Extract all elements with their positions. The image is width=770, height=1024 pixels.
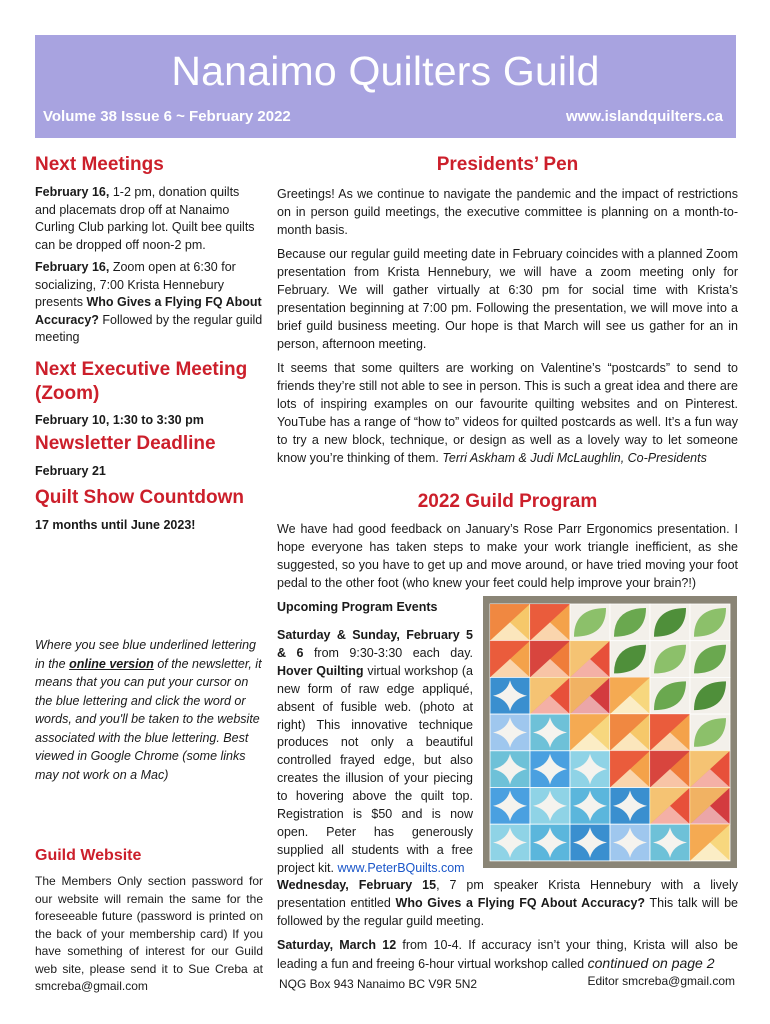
quilt-block — [530, 677, 570, 714]
meeting-2-text-b: Followed by the regular guild meeting — [35, 312, 263, 344]
quilt-block — [570, 824, 610, 861]
quilt-block — [690, 604, 730, 641]
newsletter-section — [35, 433, 263, 481]
event-1-text — [277, 627, 473, 878]
online-note-text-a: Where you see blue underlined lettering in the — [35, 638, 256, 671]
quilt-block — [490, 788, 530, 825]
presidents-p1: Greetings! As we continue to navigate the pandemic and the impact of restrictions on in person guild meetings, the executive committee is planning on a month-to-month basis. — [277, 187, 738, 237]
event-2-note: This talk will be followed by the regular guild meeting. — [277, 896, 738, 928]
quilt-block — [570, 604, 610, 641]
meeting-1 — [35, 184, 263, 254]
online-version-link[interactable]: online version — [69, 656, 154, 671]
quilt-block — [570, 677, 610, 714]
next-meetings-heading: Next Meetings — [35, 154, 164, 175]
quilt-block — [650, 751, 690, 788]
online-note-text — [35, 636, 263, 784]
quilt-block — [650, 714, 690, 751]
footer-editor: Editor smcreba@gmail.com — [587, 974, 735, 988]
quilt-block — [650, 641, 690, 678]
quilt-block — [650, 788, 690, 825]
quilt-block — [610, 641, 650, 678]
event-1-time: from 9:30-3:30 each day. — [313, 645, 474, 660]
quilt-block — [690, 751, 730, 788]
presidents-signature: Terri Askham & Judi McLaughlin, Co-Presidents — [442, 451, 707, 465]
newsletter-title: Nanaimo Quilters Guild — [171, 48, 600, 94]
executive-section — [35, 358, 263, 430]
quilt-block — [490, 641, 530, 678]
quilt-block — [490, 604, 530, 641]
quilt-image — [483, 596, 737, 868]
meeting-2-talk-title: Who Gives a Flying FQ About Accuracy? — [35, 295, 262, 327]
footer-address: NQG Box 943 Nanaimo BC V9R 5N2 — [279, 977, 478, 991]
quilt-block — [530, 714, 570, 751]
quilt-block — [570, 641, 610, 678]
quilt-block — [690, 714, 730, 751]
peterbquilts-link[interactable]: www.PeterBQuilts.com — [337, 860, 465, 875]
continued-note: continued on page 2 — [587, 955, 715, 971]
event-3-description: from 10-4. If accuracy isn’t your thing, Krista will also be leading a fun and freeing 6-hour virtual workshop called — [277, 938, 738, 971]
countdown-text: 17 months until June 2023! — [35, 518, 196, 532]
event-3-text — [277, 936, 738, 973]
quilt-block — [690, 641, 730, 678]
quilt-block — [690, 788, 730, 825]
quilt-block — [490, 677, 530, 714]
presidents-p3 — [277, 359, 738, 467]
executive-heading: Next Executive Meeting (Zoom) — [35, 359, 248, 404]
quilt-block — [490, 824, 530, 861]
quilt-block — [530, 641, 570, 678]
quilt-block — [610, 788, 650, 825]
meeting-2 — [35, 259, 263, 347]
event-1-description: virtual workshop (a new form of raw edge appliqué, absent of fusible web. (photo at right) This innovative technique produces not only a beautiful controlled frayed edge, but also creates the illusion of your piecing to hovering above the quilt top. Registration is $50 and is now open. Peter has generously supplied all students with a free project kit. — [277, 663, 474, 875]
quilt-block — [530, 604, 570, 641]
issue-line: Volume 38 Issue 6 ~ February 2022 — [43, 108, 291, 125]
program-intro: We have had good feedback on January’s Rose Parr Ergonomics presentation. I hope everyone has taken steps to make your work triangle inefficient, as she suggested, so you have to get up and move around, or have tried moving your foot pedal to the other foot (who knew your feet could help improve your brain?!) — [277, 522, 738, 590]
next-meetings-section — [35, 154, 263, 347]
event-1-date: Saturday & Sunday, February 5 & 6 — [277, 628, 473, 660]
quilt-block — [650, 824, 690, 861]
event-2-talk-title: Who Gives a Flying FQ About Accuracy? — [395, 896, 646, 910]
guild-website-text: The Members Only section password for our website will remain the same for the foreseeable future (password is printed on the back of your membership card) If you have something of interest for our Guild web site, please send it to Sue Creba at smcreba@gmail.com — [35, 874, 263, 993]
event-hover-quilting — [277, 627, 473, 878]
online-note — [35, 636, 263, 784]
quilt-block — [490, 751, 530, 788]
meeting-2-text: Zoom open at 6:30 for socializing, 7:00 Krista Hennebury presents — [35, 260, 236, 309]
website-link[interactable]: www.islandquilters.ca — [566, 108, 723, 125]
quilt-block — [610, 751, 650, 788]
quilt-block — [570, 714, 610, 751]
newsletter-heading: Newsletter Deadline — [35, 433, 216, 454]
presidents-p3-text: It seems that some quilters are working on Valentine’s “postcards” to send to friends they’re still not able to see in person. This is such a great idea and there are lots of inspiring examples on our favourite quilting websites and on Pinterest. YouTube has a range of “how to” videos for quilted postcards as well. It’s a fun way to try a new block, technique, or design as well as a lovely way to let someone know you’re thinking of them. — [277, 361, 738, 465]
newsletter-date: February 21 — [35, 464, 106, 478]
quilt-block — [610, 604, 650, 641]
upcoming-events-label: Upcoming Program Events — [277, 600, 438, 614]
masthead-banner — [35, 35, 736, 138]
quilt-block — [530, 751, 570, 788]
quilt-block — [610, 714, 650, 751]
meeting-1-text: 1-2 pm, donation quilts and placemats drop off at Nanaimo Curling Club parking lot. Quilt bee quilts can be dropped off noon-2 pm. — [35, 185, 255, 252]
quilt-block — [490, 714, 530, 751]
event-1-title: Hover Quilting — [277, 663, 364, 678]
meeting-1-date: February 16, — [35, 185, 110, 199]
later-events — [277, 876, 738, 973]
meeting-2-date: February 16, — [35, 260, 110, 274]
guild-program-heading: 2022 Guild Program — [417, 491, 598, 512]
guild-website-heading: Guild Website — [35, 847, 142, 864]
hover-quilt-photo — [483, 596, 737, 868]
quilt-block — [650, 604, 690, 641]
event-3-date: Saturday, March 12 — [277, 938, 397, 952]
quilt-block — [610, 677, 650, 714]
quilt-block — [690, 677, 730, 714]
quilt-block — [530, 788, 570, 825]
countdown-section — [35, 487, 263, 535]
presidents-pen-section — [277, 154, 738, 467]
quilt-block — [690, 824, 730, 861]
guild-website-section — [35, 847, 263, 996]
online-note-text-b: of the newsletter, it means that you can put your cursor on the blue lettering and click the word or words, and you'll be taken to the website associated with the blue lettering. Best viewed in Google Chrome (some links may not work on a Mac) — [35, 656, 262, 782]
quilt-block — [570, 751, 610, 788]
presidents-p2: Because our regular guild meeting date in February coincides with a planned Zoom presentation from Krista Hennebury, we will have a zoom meeting only for February. We will gather virtually at 6:30 pm for social time with Krista’s presentation beginning at 7:00 pm. Following the presentation, we will move into a brief guild business meeting. Our hope is that March will see us gather for an in person, afternoon meeting. — [277, 247, 738, 351]
quilt-block — [610, 824, 650, 861]
countdown-heading: Quilt Show Countdown — [35, 487, 244, 508]
event-2-description: , 7 pm speaker Krista Hennebury with a lively presentation entitled — [277, 878, 738, 910]
quilt-block — [530, 824, 570, 861]
event-2-date: Wednesday, February 15 — [277, 878, 437, 892]
executive-date: February 10, 1:30 to 3:30 pm — [35, 413, 204, 427]
quilt-block — [570, 788, 610, 825]
presidents-pen-heading: Presidents’ Pen — [436, 154, 579, 175]
event-2-text — [277, 876, 738, 930]
quilt-block — [650, 677, 690, 714]
